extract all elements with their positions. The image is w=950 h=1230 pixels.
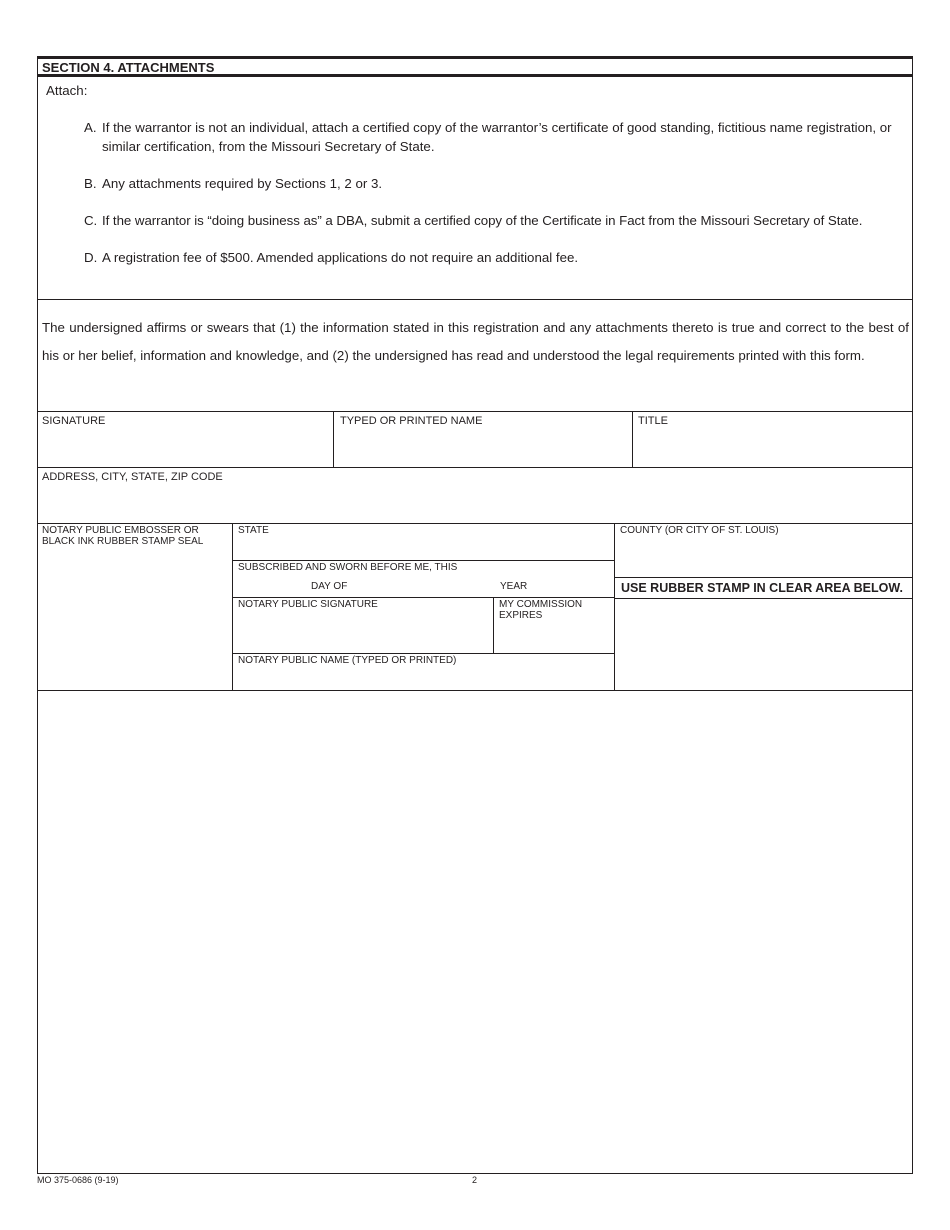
- item-text: If the warrantor is not an individual, attach a certified copy of the warrantor’s certificate of good standing, fictitious name registration, or similar certification, from the Missouri Secretary of State.: [102, 120, 892, 154]
- page-number: 2: [472, 1175, 478, 1185]
- notary-seal-divider: [232, 523, 233, 690]
- notary-county-field[interactable]: COUNTY (OR CITY OF ST. LOUIS): [620, 525, 779, 536]
- attachments-divider: [37, 299, 913, 300]
- notary-state-field[interactable]: STATE: [238, 525, 269, 536]
- typed-name-field[interactable]: TYPED OR PRINTED NAME: [340, 415, 483, 427]
- commission-expires-field[interactable]: MY COMMISSION EXPIRES: [499, 599, 583, 621]
- notary-seal-label: NOTARY PUBLIC EMBOSSER OR BLACK INK RUBBER STAMP SEAL: [42, 525, 204, 547]
- form-number: MO 375-0686 (9-19): [37, 1175, 119, 1185]
- attachment-item-b: [84, 175, 910, 194]
- attach-intro: Attach:: [46, 83, 88, 98]
- notary-signature-field[interactable]: NOTARY PUBLIC SIGNATURE: [238, 599, 378, 610]
- year-label: YEAR: [500, 581, 528, 592]
- frame-bottom: [37, 1173, 913, 1174]
- item-text: Any attachments required by Sections 1, 2 or 3.: [102, 176, 383, 191]
- notary-top: [37, 523, 913, 524]
- notary-name-field[interactable]: NOTARY PUBLIC NAME (TYPED OR PRINTED): [238, 655, 457, 666]
- stamp-clear-area: [38, 691, 912, 1173]
- signature-field[interactable]: SIGNATURE: [42, 415, 106, 427]
- section-title: SECTION 4. ATTACHMENTS: [42, 60, 215, 75]
- item-letter: C.: [84, 213, 98, 228]
- item-letter: A.: [84, 120, 97, 135]
- stamp-instruction: USE RUBBER STAMP IN CLEAR AREA BELOW.: [621, 581, 903, 595]
- notary-subscribed-bottom: [232, 597, 614, 598]
- attachment-item-a: [84, 119, 910, 156]
- subscribed-label: SUBSCRIBED AND SWORN BEFORE ME, THIS: [238, 562, 458, 573]
- stamp-instruction-bottom: [614, 598, 913, 599]
- attachment-item-c: [84, 212, 914, 231]
- title-field[interactable]: TITLE: [638, 415, 668, 427]
- address-row-top: [37, 467, 913, 468]
- notary-commission-divider: [493, 597, 494, 654]
- item-letter: D.: [84, 250, 98, 265]
- top-heavy-rule: [37, 56, 913, 59]
- signature-divider-2: [632, 411, 633, 468]
- item-text: If the warrantor is “doing business as” a DBA, submit a certified copy of the Certificate in Fact from the Missouri Secretary of State.: [102, 213, 863, 228]
- signature-row-top: [37, 411, 913, 412]
- item-text: A registration fee of $500. Amended applications do not require an additional fee.: [102, 250, 579, 265]
- notary-signature-bottom: [232, 653, 614, 654]
- item-letter: B.: [84, 176, 97, 191]
- stamp-instruction-top: [614, 577, 913, 578]
- affirmation-text: The undersigned affirms or swears that (1) the information stated in this registration and any attachments thereto is true and correct to the best of his or her belief, information and knowledge, and (2) the undersigned has read and understood the legal requirements printed with this form.: [42, 320, 909, 363]
- signature-divider-1: [333, 411, 334, 468]
- day-of-label: DAY OF: [311, 581, 348, 592]
- address-field[interactable]: ADDRESS, CITY, STATE, ZIP CODE: [42, 471, 223, 483]
- attachment-item-d: [84, 249, 910, 268]
- notary-county-divider: [614, 523, 615, 690]
- notary-state-bottom: [232, 560, 614, 561]
